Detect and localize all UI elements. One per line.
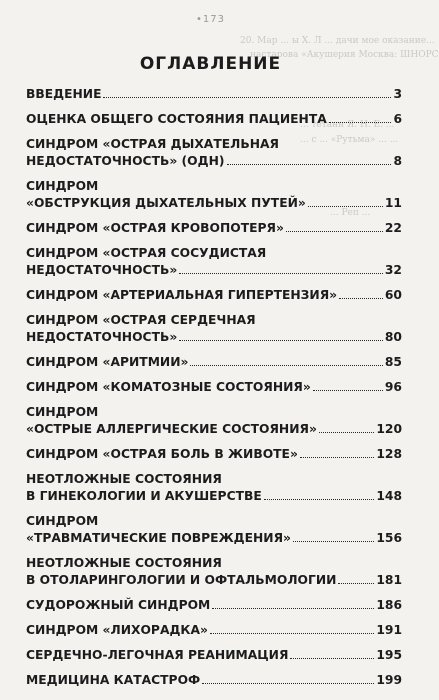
dot-leader (179, 340, 383, 341)
dot-leader (202, 683, 374, 684)
dot-leader (286, 231, 383, 232)
dot-leader (338, 583, 374, 584)
toc-entry-title-line: «ТРАВМАТИЧЕСКИЕ ПОВРЕЖДЕНИЯ» (26, 531, 291, 545)
dot-leader (319, 432, 374, 433)
dot-leader (227, 164, 392, 165)
toc-page-number: 199 (376, 673, 402, 687)
toc-entry-title-line: НЕДОСТАТОЧНОСТЬ» (26, 330, 178, 344)
toc-page-number: 120 (376, 422, 402, 436)
toc-entry[interactable] (26, 287, 402, 304)
toc-page-number: 6 (393, 112, 402, 126)
toc-entry-title-line: СИНДРОМ «АРТЕРИАЛЬНАЯ ГИПЕРТЕНЗИЯ» (26, 288, 338, 302)
toc-page-number: 195 (376, 648, 402, 662)
toc-entry[interactable] (26, 312, 402, 346)
bleed-through-line: ... с ... «Рутьма» ... ... (300, 135, 399, 145)
toc-page-number: 148 (376, 489, 402, 503)
dot-leader (293, 541, 374, 542)
toc-entry[interactable] (26, 136, 402, 170)
dot-leader (210, 633, 374, 634)
dot-leader (300, 457, 374, 458)
toc-entry-title-line: СИНДРОМ «ОСТРАЯ КРОВОПОТЕРЯ» (26, 221, 284, 235)
toc-page-number: 85 (384, 355, 402, 369)
toc-entry-title-line: СИНДРОМ «ОСТРАЯ СОСУДИСТАЯ (26, 246, 267, 260)
toc-entry[interactable] (26, 379, 402, 396)
dot-leader (290, 658, 374, 659)
toc-title: ОГЛАВЛЕНИЕ (139, 54, 282, 74)
toc-entry-title-line: «ОСТРЫЕ АЛЛЕРГИЧЕСКИЕ СОСТОЯНИЯ» (26, 422, 317, 436)
toc-entry[interactable] (26, 220, 402, 237)
toc-entry-title-line: НЕДОСТАТОЧНОСТЬ» (26, 263, 178, 277)
toc-entry-title-line: МЕДИЦИНА КАТАСТРОФ (26, 673, 201, 687)
toc-entry-title-line: СИНДРОМ (26, 179, 99, 193)
table-of-contents (26, 86, 402, 697)
dot-leader (308, 206, 383, 207)
toc-page-number: 22 (384, 221, 402, 235)
toc-page-number: 8 (393, 154, 402, 168)
toc-entry[interactable] (26, 647, 402, 664)
toc-entry-title-line: СИНДРОМ «ОСТРАЯ БОЛЬ В ЖИВОТЕ» (26, 447, 298, 461)
dot-leader (264, 499, 375, 500)
toc-entry-title-line: СИНДРОМ «КОМАТОЗНЫЕ СОСТОЯНИЯ» (26, 380, 311, 394)
toc-entry-title-line: НЕОТЛОЖНЫЕ СОСТОЯНИЯ (26, 556, 222, 570)
toc-page-number: 60 (384, 288, 402, 302)
toc-entry-title-line: СИНДРОМ (26, 405, 99, 419)
toc-entry-title-line: СЕРДЕЧНО-ЛЕГОЧНАЯ РЕАНИМАЦИЯ (26, 648, 289, 662)
toc-entry[interactable] (26, 178, 402, 212)
toc-page-number: 80 (384, 330, 402, 344)
toc-entry-title-line: СИНДРОМ «ЛИХОРАДКА» (26, 623, 208, 637)
dot-leader (179, 273, 383, 274)
page-number: •173 (196, 14, 225, 25)
toc-entry[interactable] (26, 672, 402, 689)
toc-entry-title-line: СИНДРОМ «ОСТРАЯ ДЫХАТЕЛЬНАЯ (26, 137, 279, 151)
bleed-through-line: ... Реп ... (330, 208, 371, 218)
toc-entry[interactable] (26, 471, 402, 505)
toc-page-number: 128 (376, 447, 402, 461)
toc-page-number: 11 (384, 196, 402, 210)
dot-leader (103, 97, 391, 98)
bleed-through-line: 20. Мар ... ы Х. Л ... дачи мое оказание... (240, 36, 435, 46)
dot-leader (212, 608, 374, 609)
bleed-through-line: ... тетанн Я. Н. Е. ... (300, 120, 395, 130)
dot-leader (313, 390, 383, 391)
toc-entry[interactable] (26, 404, 402, 438)
toc-entry-title-line: СИНДРОМ (26, 514, 99, 528)
toc-page-number: 181 (376, 573, 402, 587)
dot-leader (190, 365, 382, 366)
toc-entry[interactable] (26, 446, 402, 463)
toc-entry-title-line: ВВЕДЕНИЕ (26, 87, 102, 101)
dot-leader (339, 298, 383, 299)
toc-page-number: 191 (376, 623, 402, 637)
toc-entry[interactable] (26, 354, 402, 371)
toc-page-number: 156 (376, 531, 402, 545)
toc-entry[interactable] (26, 513, 402, 547)
bleed-through-line: настарова «Акушерия Москва: ШНОРС (250, 50, 439, 60)
toc-page-number: 3 (393, 87, 402, 101)
toc-entry[interactable] (26, 111, 402, 128)
toc-page-number: 96 (384, 380, 402, 394)
toc-entry-title-line: НЕДОСТАТОЧНОСТЬ» (ОДН) (26, 154, 225, 168)
toc-entry-title-line: СИНДРОМ «ОСТРАЯ СЕРДЕЧНАЯ (26, 313, 256, 327)
dot-leader (329, 122, 392, 123)
toc-entry-title-line: «ОБСТРУКЦИЯ ДЫХАТЕЛЬНЫХ ПУТЕЙ» (26, 196, 306, 210)
toc-entry-title-line: В ГИНЕКОЛОГИИ И АКУШЕРСТВЕ (26, 489, 262, 503)
toc-entry[interactable] (26, 555, 402, 589)
toc-entry-title-line: ОЦЕНКА ОБЩЕГО СОСТОЯНИЯ ПАЦИЕНТА (26, 112, 327, 126)
toc-entry[interactable] (26, 622, 402, 639)
toc-page-number: 186 (376, 598, 402, 612)
toc-entry-title-line: НЕОТЛОЖНЫЕ СОСТОЯНИЯ (26, 472, 222, 486)
toc-entry-title-line: СУДОРОЖНЫЙ СИНДРОМ (26, 598, 211, 612)
toc-entry[interactable] (26, 597, 402, 614)
toc-entry[interactable] (26, 86, 402, 103)
toc-page-number: 32 (384, 263, 402, 277)
toc-entry-title-line: В ОТОЛАРИНГОЛОГИИ И ОФТАЛЬМОЛОГИИ (26, 573, 337, 587)
toc-entry[interactable] (26, 245, 402, 279)
toc-entry-title-line: СИНДРОМ «АРИТМИИ» (26, 355, 189, 369)
